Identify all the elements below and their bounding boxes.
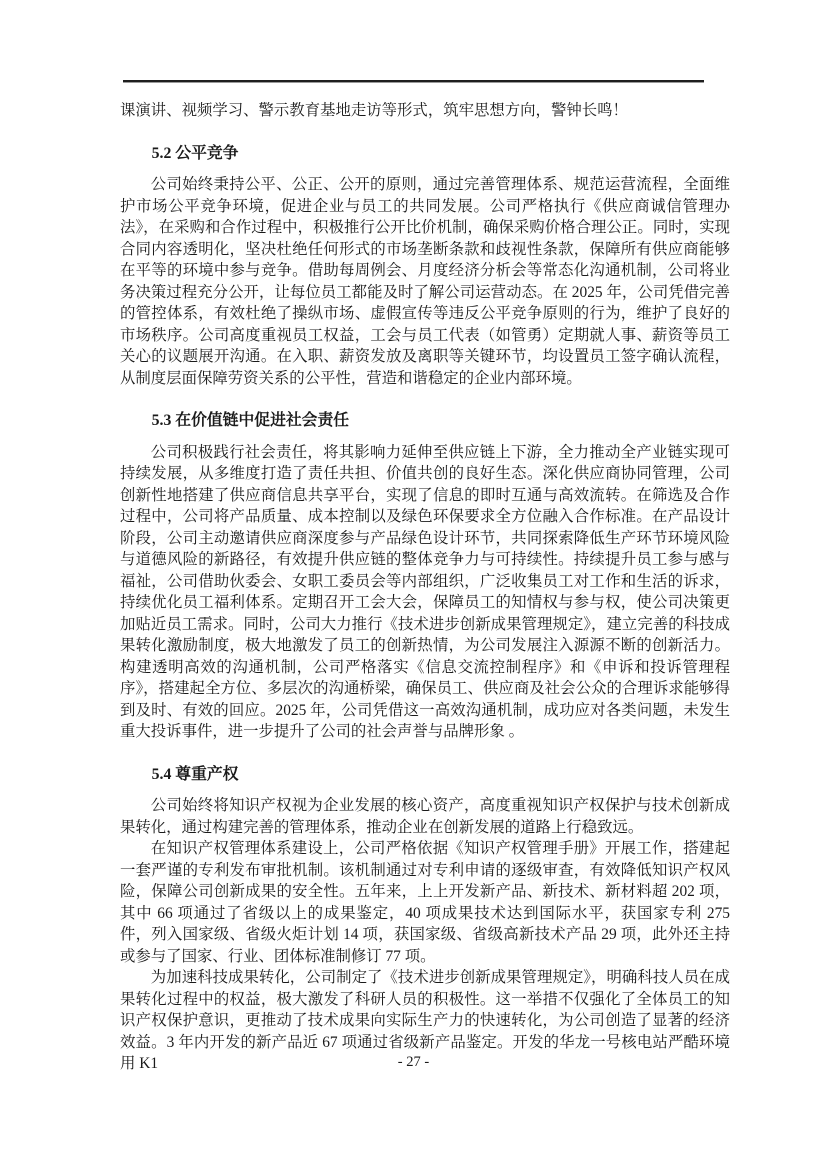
paragraph-5-4-3: 为加速科技成果转化，公司制定了《技术进步创新成果管理规定》，明确科技人员在成果转化过程中的权益，极大激发了科研人员的积极性。这一举措不仅强化了全体员工的知识产权保护意识，更推动了技术成果向实际生产力的快速转化，为公司创造了显著的经济效益。3 年内开发的新产品近 67 项通过省级新产品鉴定。开发的华龙一号核电站严酷环境用 K1 [120,969,730,1072]
paragraph-5-2-1: 公司始终秉持公平、公正、公开的原则，通过完善管理体系、规范运营流程，全面维护市场公平竞争环境，促进企业与员工的共同发展。公司严格执行《供应商诚信管理办法》，在采购和合作过程中，积极推行公开比价机制，确保采购价格合理公正。同时，实现合同内容透明化，坚决杜绝任何形式的市场垄断条款和歧视性条款，保障所有供应商能够在平等的环境中参与竞争。借助每周例会、月度经济分析会等常态化沟通机制，公司将业务决策过程充分公开，让每位员工都能及时了解公司运营动态。在 2025 年，公司凭借完善的管控体系，有效杜绝了操纵市场、虚假宣传等违反公平竞争原则的行为，维护了良好的市场秩序。公司高度重视员工权益，工会与员工代表（如管勇）定期就人事、薪资等员工关心的议题展开沟通。在入职、薪资发放及离职等关键环节，均设置员工签字确认流程，从制度层面保障劳资关系的公平性，营造和谐稳定的企业内部环境。 [120,176,730,387]
continuation-paragraph: 课演讲、视频学习、警示教育基地走访等形式，筑牢思想方向，警钟长鸣！ [120,102,628,119]
page-number: - 27 - [397,1054,430,1070]
paragraph-5-4-2: 在知识产权管理体系建设上，公司严格依据《知识产权管理手册》开展工作，搭建起一套严谨的专利发布审批机制。该机制通过对专利申请的逐级审查，有效降低知识产权风险，保障公司创新成果的安全性。五年来，上上开发新产品、新技术、新材料超 202 项，其中 66 项通过了省级以上的成果鉴定，40 项成果技术达到国际水平，获国家专利 275 件，列入国家级、省级火炬计划 14 项，获国家级、省级高新技术产品 29 项，此外还主持或参与了国家、行业、团体标准制修订 77 项。 [120,840,730,965]
header-rule [123,80,704,83]
page-footer [0,1052,827,1073]
paragraph-5-4-1: 公司始终将知识产权视为企业发展的核心资产，高度重视知识产权保护与技术创新成果转化，通过构建完善的管理体系，推动企业在创新发展的道路上行稳致远。 [120,797,730,836]
section-heading-5-4: 5.4 尊重产权 [151,765,239,783]
page-body [120,100,730,1075]
paragraph-5-3-1: 公司积极践行社会责任，将其影响力延伸至供应链上下游，全力推动全产业链实现可持续发展，从多维度打造了责任共担、价值共创的良好生态。深化供应商协同管理，公司创新性地搭建了供应商信息共享平台，实现了信息的即时互通与高效流转。在筛选及合作过程中，公司将产品质量、成本控制以及绿色环保要求全方位融入合作标准。在产品设计阶段，公司主动邀请供应商深度参与产品绿色设计环节，共同探索降低生产环节环境风险与道德风险的新路径，有效提升供应链的整体竞争力与可持续性。持续提升员工参与感与福祉，公司借助伙委会、女职工委员会等内部组织，广泛收集员工对工作和生活的诉求，持续优化员工福利体系。定期召开工会大会，保障员工的知情权与参与权，使公司决策更加贴近员工需求。同时，公司大力推行《技术进步创新成果管理规定》，建立完善的科技成果转化激励制度，极大地激发了员工的创新热情，为公司发展注入源源不断的创新活力。构建透明高效的沟通机制，公司严格落实《信息交流控制程序》和《申诉和投诉管理程序》，搭建起全方位、多层次的沟通桥梁，确保员工、供应商及社会公众的合理诉求能够得到及时、有效的回应。2025 年，公司凭借这一高效沟通机制，成功应对各类问题，未发生重大投诉事件，进一步提升了公司的社会声誉与品牌形象 。 [120,443,730,740]
section-heading-5-2: 5.2 公平竞争 [151,144,239,162]
section-heading-5-3: 5.3 在价值链中促进社会责任 [151,412,350,429]
